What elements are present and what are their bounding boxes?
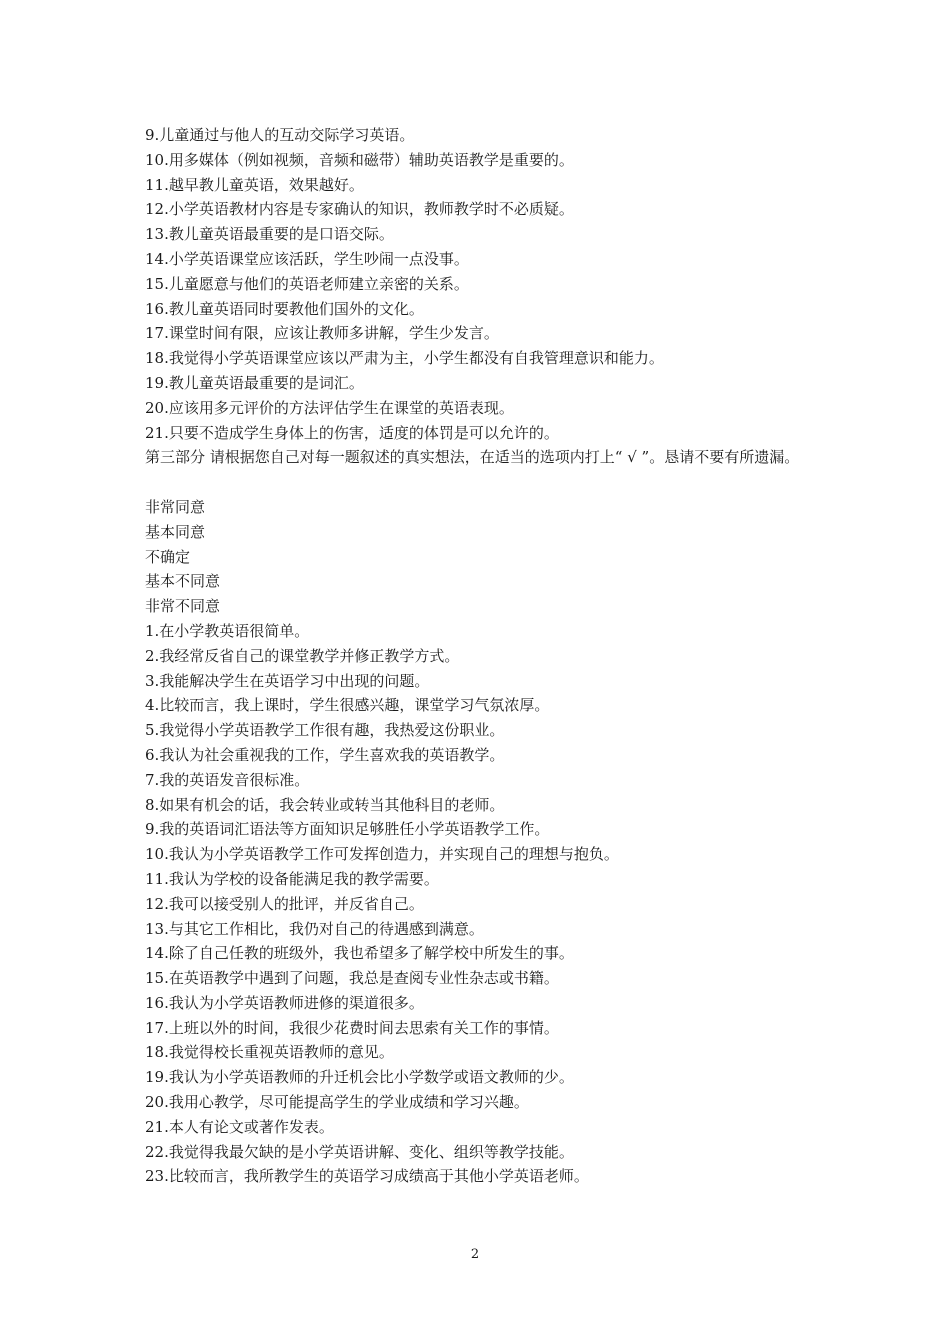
- part3-items: [145, 619, 815, 1189]
- document-body: [145, 123, 815, 1189]
- part3-item: 14.除了自己任教的班级外，我也希望多了解学校中所发生的事。: [145, 944, 574, 963]
- part3-item: 17.上班以外的时间，我很少花费时间去思索有关工作的事情。: [145, 1018, 559, 1037]
- part2-item: 13.教儿童英语最重要的是口语交际。: [145, 225, 394, 244]
- part3-item: 8.如果有机会的话，我会转业或转当其他科目的老师。: [145, 795, 505, 814]
- part2-item: 11.越早教儿童英语，效果越好。: [145, 175, 364, 194]
- scale-option: 基本同意: [145, 522, 206, 541]
- part3-item: 6.我认为社会重视我的工作，学生喜欢我的英语教学。: [145, 745, 505, 764]
- part3-item: 15.在英语教学中遇到了问题，我总是查阅专业性杂志或书籍。: [145, 969, 559, 988]
- part2-item: 14.小学英语课堂应该活跃，学生吵闹一点没事。: [145, 249, 469, 268]
- part3-item: 5.我觉得小学英语教学工作很有趣，我热爱这份职业。: [145, 721, 505, 740]
- part3-instruction: 第三部分 请根据您自己对每一题叙述的真实想法，在适当的选项内打上“ √ ”。恳请不要有所遗漏。: [145, 448, 800, 467]
- part2-item: 20.应该用多元评价的方法评估学生在课堂的英语表现。: [145, 398, 514, 417]
- part3-item: 2.我经常反省自己的课堂教学并修正教学方式。: [145, 646, 460, 665]
- part3-item: 10.我认为小学英语教学工作可发挥创造力，并实现自己的理想与抱负。: [145, 845, 619, 864]
- scale-option: 非常同意: [145, 497, 206, 516]
- part2-item: 16.教儿童英语同时要教他们国外的文化。: [145, 299, 424, 318]
- part2-item: 17.课堂时间有限，应该让教师多讲解，学生少发言。: [145, 324, 499, 343]
- part3-item: 3.我能解决学生在英语学习中出现的问题。: [145, 671, 430, 690]
- part3-item: 22.我觉得我最欠缺的是小学英语讲解、变化、组织等教学技能。: [145, 1142, 574, 1161]
- part3-item: 4.比较而言，我上课时，学生很感兴趣，课堂学习气氛浓厚。: [145, 696, 550, 715]
- page-number: 2: [470, 1247, 480, 1262]
- part2-item: 18.我觉得小学英语课堂应该以严肃为主，小学生都没有自我管理意识和能力。: [145, 349, 664, 368]
- part3-item: 7.我的英语发音很标准。: [145, 770, 310, 789]
- part3-item: 16.我认为小学英语教师进修的渠道很多。: [145, 993, 424, 1012]
- part2-item: 9.儿童通过与他人的互动交际学习英语。: [145, 126, 415, 144]
- part2-items: [145, 123, 815, 445]
- part3-item: 19.我认为小学英语教师的升迁机会比小学数学或语文教师的少。: [145, 1068, 574, 1087]
- scale-option: 基本不同意: [145, 572, 221, 591]
- part2-item: 19.教儿童英语最重要的是词汇。: [145, 373, 364, 392]
- part3-item: 23.比较而言，我所教学生的英语学习成绩高于其他小学英语老师。: [145, 1167, 589, 1186]
- agreement-scale: [145, 495, 815, 619]
- part3-item: 1.在小学教英语很简单。: [145, 621, 310, 640]
- part3-item: 20.我用心教学，尽可能提高学生的学业成绩和学习兴趣。: [145, 1093, 529, 1112]
- part2-item: 21.只要不造成学生身体上的伤害，适度的体罚是可以允许的。: [145, 423, 559, 442]
- part3-item: 18.我觉得校长重视英语教师的意见。: [145, 1043, 394, 1062]
- part3-item: 11.我认为学校的设备能满足我的教学需要。: [145, 869, 439, 888]
- part3-item: 12.我可以接受别人的批评，并反省自己。: [145, 894, 424, 913]
- scale-option: 不确定: [145, 547, 191, 566]
- part2-item: 12.小学英语教材内容是专家确认的知识，教师教学时不必质疑。: [145, 200, 574, 219]
- part3-item: 13.与其它工作相比，我仍对自己的待遇感到满意。: [145, 919, 484, 938]
- blank-line: [145, 470, 815, 495]
- part3-item: 21.本人有论文或著作发表。: [145, 1117, 334, 1136]
- part3-item: 9.我的英语词汇语法等方面知识足够胜任小学英语教学工作。: [145, 820, 550, 839]
- scale-option: 非常不同意: [145, 597, 221, 616]
- part2-item: 10.用多媒体（例如视频，音频和磁带）辅助英语教学是重要的。: [145, 150, 574, 169]
- part2-item: 15.儿童愿意与他们的英语老师建立亲密的关系。: [145, 274, 469, 293]
